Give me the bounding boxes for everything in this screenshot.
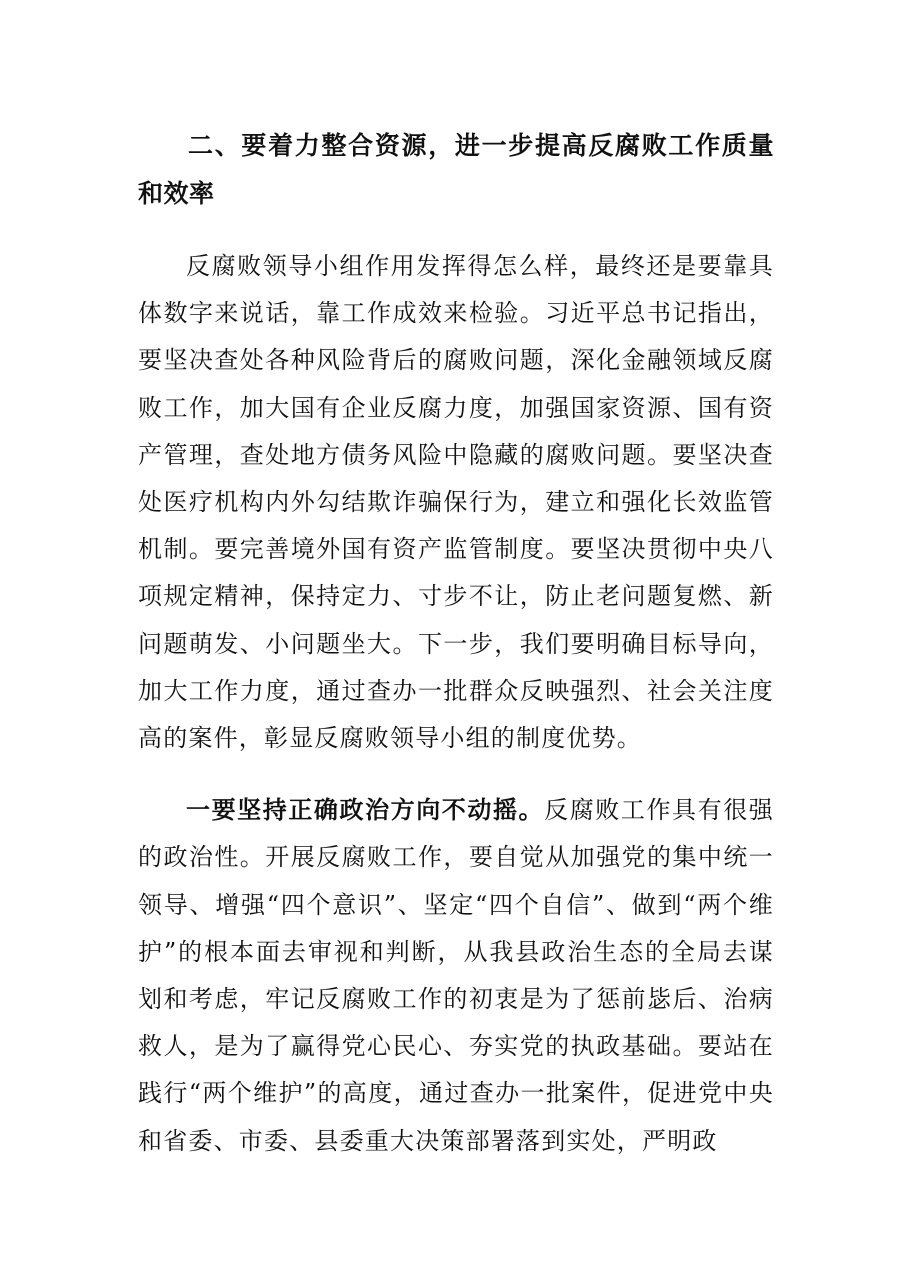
- document-body: [138, 122, 774, 1165]
- section-heading: 二、要着力整合资源，进一步提高反腐败工作质量和效率: [138, 131, 774, 208]
- paragraph-2: [138, 786, 774, 1165]
- paragraph-2-body: 反腐败工作具有很强的政治性。开展反腐败工作，要自觉从加强党的集中统一领导、增强“四个意识”、坚定“四个自信”、做到“两个维护”的根本面去审视和判断，从我县政治生态的全局去谋划和考虑，牢记反腐败工作的初衷是为了惩前毖后、治病救人，是为了赢得党心民心、夯实党的执政基础。要站在践行“两个维护”的高度，通过查办一批案件，促进党中央和省委、市委、县委重大决策部署落到实处，严明政: [138, 796, 774, 1155]
- paragraph-1: 反腐败领导小组作用发挥得怎么样，最终还是要靠具体数字来说话，靠工作成效来检验。习近平总书记指出，要坚决查处各种风险背后的腐败问题，深化金融领域反腐败工作，加大国有企业反腐力度，加强国家资源、国有资产管理，查处地方债务风险中隐藏的腐败问题。要坚决查处医疗机构内外勾结欺诈骗保行为，建立和强化长效监管机制。要完善境外国有资产监管制度。要坚决贯彻中央八项规定精神，保持定力、寸步不让，防止老问题复燃、新问题萌发、小问题坐大。下一步，我们要明确目标导向，加大工作力度，通过查办一批群众反映强烈、社会关注度高的案件，彰显反腐败领导小组的制度优势。: [138, 252, 774, 753]
- paragraph-2-lead: 一要坚持正确政治方向不动摇。: [186, 795, 545, 825]
